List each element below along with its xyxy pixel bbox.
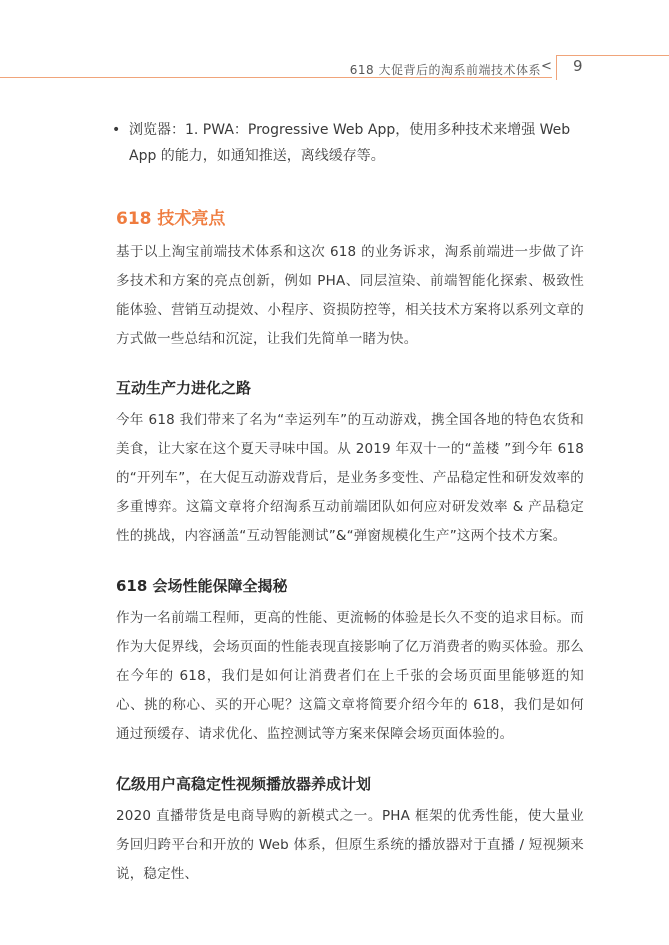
running-header-title: 618 大促背后的淘系前端技术体系: [349, 63, 541, 77]
bullet-text: 浏览器：1. PWA：Progressive Web App，使用多种技术来增强 Web App 的能力，如通知推送，离线缓存等。: [129, 122, 571, 164]
chevron-left-icon: <: [541, 59, 552, 74]
subsection-title-video-player: 亿级用户高稳定性视频播放器养成计划: [116, 775, 372, 793]
subsection-body-performance: 作为一名前端工程师，更高的性能、更流畅的体验是长久不变的追求目标。而作为大促界线，会场页面的性能表现直接影响了亿万消费者的购买体验。那么在今年的 618，我们是如何让消费者们在上千张的会场页面里能够逛的知心、挑的称心、买的开心呢？这篇文章将简要介绍今年的 618，我们是如何通过预缓存、请求优化、监控测试等方案来保障会场页面体验的。: [116, 610, 584, 742]
bullet-item: [112, 117, 592, 169]
subsection-title-interactive: 互动生产力进化之路: [116, 379, 252, 397]
subsection-body-interactive: 今年 618 我们带来了名为“幸运列车”的互动游戏，携全国各地的特色农货和美食，让大家在这个夏天寻味中国。从 2019 年双十一的“盖楼 ”到今年 618 的“开列车”，在大促互动游戏背后，是业务多变性、产品稳定性和研发效率的多重博弈。这篇文章将介绍淘系互动前端团队如何应对研发效率 & 产品稳定性的挑战，内容涵盖“互动智能测试”&“弹窗规模化生产”这两个技术方案。: [116, 412, 584, 544]
subsection-title-performance: 618 会场性能保障全揭秘: [116, 577, 288, 595]
bullet-dot-icon: •: [112, 122, 121, 138]
subsection-body-video-player: 2020 直播带货是电商导购的新模式之一。PHA 框架的优秀性能，使大量业务回归跨平台和开放的 Web 体系，但原生系统的播放器对于直播 / 短视频来说，稳定性、: [116, 808, 584, 882]
page-number: 9: [573, 57, 583, 75]
section-heading: 618 技术亮点: [116, 209, 226, 229]
section-intro-paragraph: 基于以上淘宝前端技术体系和这次 618 的业务诉求，淘系前端进一步做了许多技术和方案的亮点创新，例如 PHA、同层渲染、前端智能化探索、极致性能体验、营销互动提效、小程序、资损防控等，相关技术方案将以系列文章的方式做一些总结和沉淀，让我们先简单一睹为快。: [116, 244, 584, 347]
